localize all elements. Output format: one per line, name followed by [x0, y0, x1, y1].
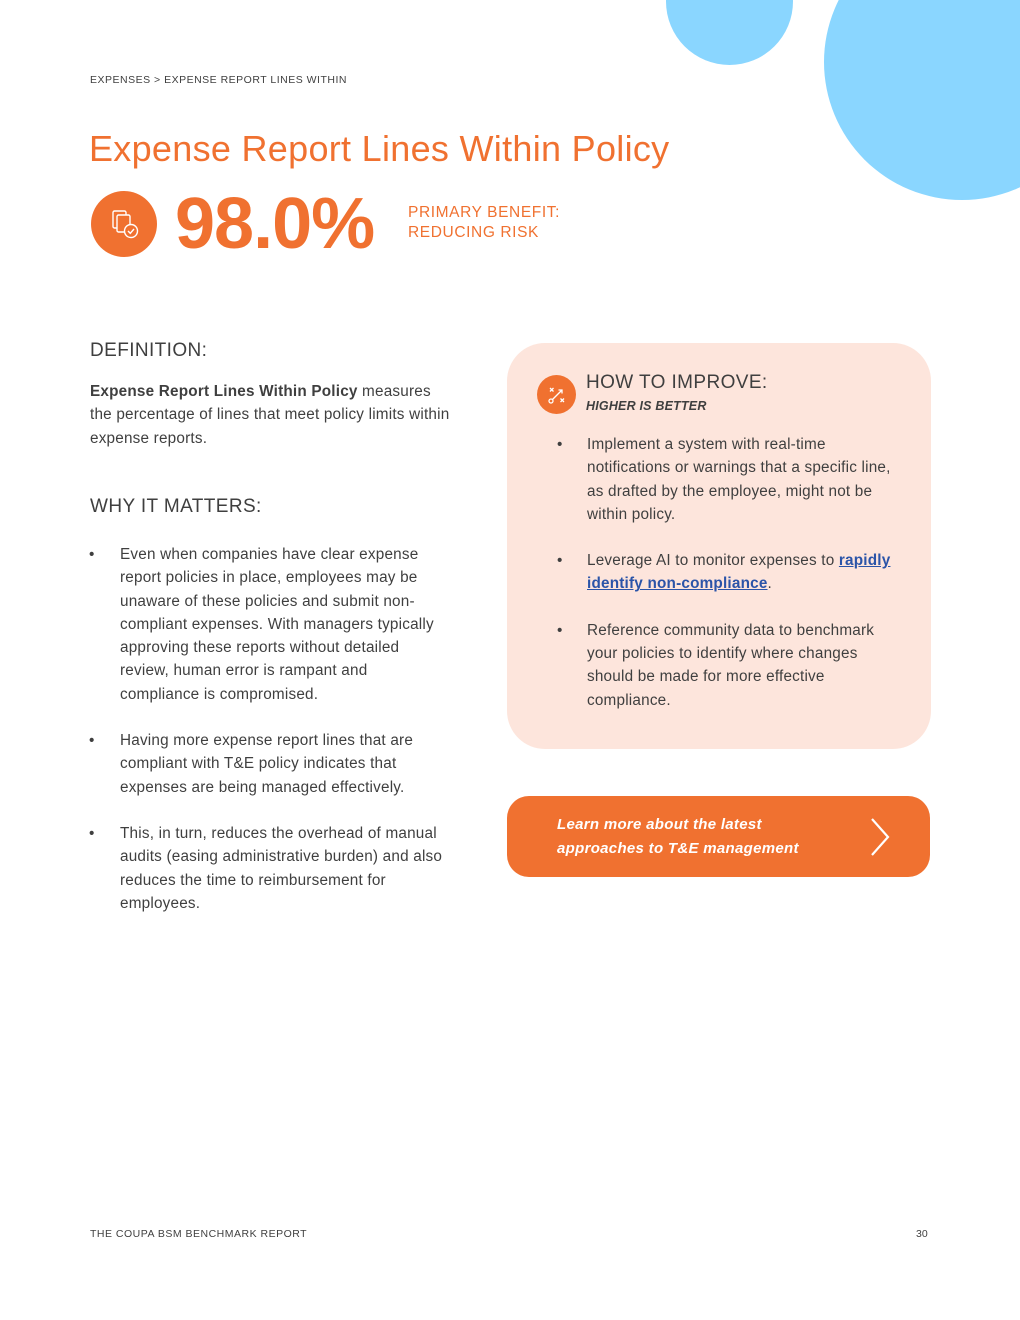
list-item	[89, 543, 448, 706]
bullet-marker: •	[557, 552, 563, 570]
higher-is-better-label: HIGHER IS BETTER	[586, 399, 707, 413]
definition-body: measures the percentage of lines that meet policy limits within expense reports.	[90, 383, 450, 447]
primary-benefit	[408, 203, 560, 243]
list-item-text-end: .	[767, 575, 772, 593]
list-item-text: Implement a system with real-time notifications or warnings that a specific line, as drafted by the employee, might not be within policy.	[587, 436, 891, 523]
definition-heading: DEFINITION:	[90, 340, 208, 361]
route-icon	[537, 375, 576, 414]
list-item-text: Having more expense report lines that are compliant with T&E policy indicates that expenses are being managed effectively.	[120, 732, 414, 796]
chevron-right-icon	[869, 817, 891, 862]
documents-check-icon	[91, 191, 157, 257]
non-compliance-link[interactable]: rapidly identify non-compliance	[587, 552, 891, 593]
list-item	[557, 433, 897, 526]
learn-more-button[interactable]	[507, 796, 930, 877]
list-item	[557, 549, 897, 596]
benefit-label: PRIMARY BENEFIT:	[408, 204, 561, 221]
list-item-text: Even when companies have clear expense report policies in place, employees may be unaware of these policies and submit non-compliant expenses. With managers typically approving these reports without detailed review, human error is rampant and compliance is compromised.	[120, 546, 434, 703]
list-item	[89, 729, 448, 799]
decorative-circle-small	[666, 0, 793, 65]
bullet-marker: •	[557, 621, 563, 639]
page-title: Expense Report Lines Within Policy	[89, 128, 670, 169]
list-item	[557, 619, 897, 712]
list-item-text: This, in turn, reduces the overhead of manual audits (easing administrative burden) and also reduces the time to reimbursement for employees.	[120, 824, 443, 912]
learn-more-label: Learn more about the latest approaches to T&E management	[557, 816, 799, 857]
decorative-circle-large	[824, 0, 1020, 200]
definition-text	[90, 380, 450, 450]
bullet-marker: •	[89, 546, 95, 563]
list-item-text: Reference community data to benchmark your policies to identify where changes should be made for more effective compliance.	[587, 621, 875, 709]
footer-report-name: THE COUPA BSM BENCHMARK REPORT	[90, 1228, 308, 1240]
benefit-value: REDUCING RISK	[408, 224, 539, 241]
metric-value: 98.0%	[175, 184, 375, 264]
list-item	[89, 822, 448, 915]
bullet-marker: •	[557, 436, 563, 453]
breadcrumb: EXPENSES > EXPENSE REPORT LINES WITHIN	[90, 74, 347, 86]
bullet-marker: •	[89, 732, 95, 750]
how-to-improve-list	[557, 433, 897, 735]
definition-term: Expense Report Lines Within Policy	[90, 383, 358, 400]
page-number: 30	[916, 1228, 928, 1240]
bullet-marker: •	[89, 824, 95, 842]
why-it-matters-list	[89, 543, 448, 938]
why-it-matters-heading: WHY IT MATTERS:	[90, 496, 262, 517]
how-to-improve-heading: HOW TO IMPROVE:	[586, 372, 768, 393]
list-item-text: Leverage AI to monitor expenses to	[587, 552, 839, 570]
